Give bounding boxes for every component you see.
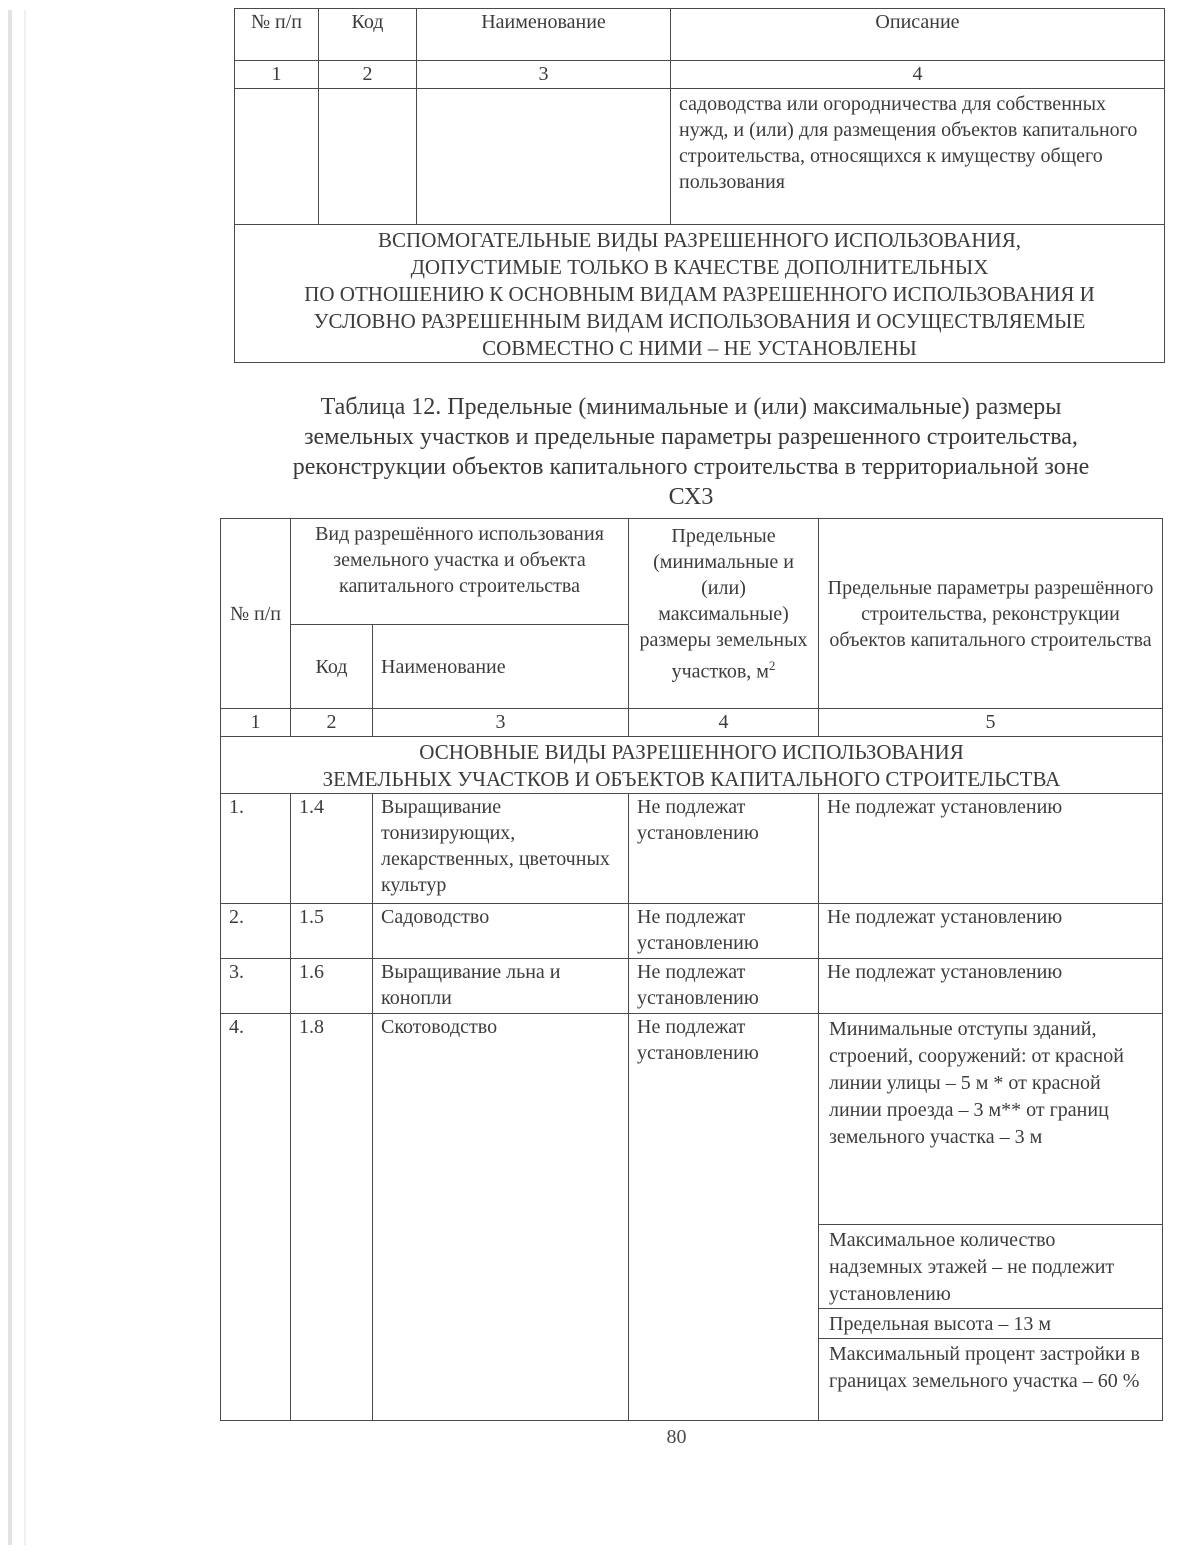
column-number: 5: [819, 709, 1163, 737]
header-cell-name: Наименование: [417, 9, 671, 61]
cell-size: Не подлежат установлению: [629, 1014, 819, 1421]
cell-code: 1.8: [291, 1014, 373, 1421]
caption-line: СХ3: [668, 484, 714, 510]
scan-edge: [8, 10, 12, 1545]
continuation-table: [234, 8, 1165, 363]
cell-no: 2.: [221, 904, 291, 959]
cell-name: Садоводство: [373, 904, 629, 959]
section-line: СОВМЕСТНО С НИМИ – НЕ УСТАНОВЛЕНЫ: [482, 336, 917, 360]
param-row: [819, 1338, 1162, 1420]
header-sizes-text: Предельные (минимальные и (или) максимальные) размеры земельных участков, м: [639, 525, 808, 683]
header-sizes-superscript: 2: [768, 658, 776, 673]
section-line: ОСНОВНЫЕ ВИДЫ РАЗРЕШЕННОГО ИСПОЛЬЗОВАНИЯ: [419, 740, 964, 764]
param-height: Предельная высота – 13 м: [819, 1308, 1162, 1338]
caption-line: Таблица 12. Предельные (минимальные и (или) максимальные) размеры: [320, 394, 1062, 420]
column-number: 3: [373, 709, 629, 737]
section-line: УСЛОВНО РАЗРЕШЕННЫМ ВИДАМ ИСПОЛЬЗОВАНИЯ И ОСУЩЕСТВЛЯЕМЫЕ: [313, 309, 1086, 333]
column-number: 1: [221, 709, 291, 737]
table-row: [221, 1014, 1163, 1421]
params-subtable: [819, 1014, 1162, 1420]
table-header-row: [235, 9, 1165, 61]
table-row: [221, 959, 1163, 1014]
table-row: [235, 89, 1165, 225]
parameters-table: [220, 518, 1163, 1421]
header-cell-params: Предельные параметры разрешённого строительства, реконструкции объектов капитального строительства: [819, 519, 1163, 709]
header-cell-code: Код: [291, 625, 373, 709]
column-number: 2: [319, 61, 417, 89]
header-cell-no: № п/п: [235, 9, 319, 61]
cell-params: Не подлежат установлению: [819, 904, 1163, 959]
section-heading: [221, 737, 1163, 794]
header-cell-name: Наименование: [373, 625, 629, 709]
section-line: ЗЕМЕЛЬНЫХ УЧАСТКОВ И ОБЪЕКТОВ КАПИТАЛЬНОГО СТРОИТЕЛЬСТВА: [322, 767, 1061, 791]
cell-name: Выращивание льна и конопли: [373, 959, 629, 1014]
param-floors: Максимальное количество надземных этажей – не подлежит установлению: [819, 1224, 1162, 1308]
table-header-row: [221, 519, 1163, 625]
column-number: 3: [417, 61, 671, 89]
column-number: 1: [235, 61, 319, 89]
page-number: 80: [666, 1426, 687, 1448]
header-cell-kind: Вид разрешённого использования земельного участка и объекта капитального строительства: [291, 519, 629, 625]
column-number: 4: [671, 61, 1165, 89]
param-row: [819, 1014, 1162, 1224]
cell-code: 1.4: [291, 794, 373, 904]
cell-size: Не подлежат установлению: [629, 904, 819, 959]
cell-name: [417, 89, 671, 225]
cell-name: Выращивание тонизирующих, лекарственных, цветочных культур: [373, 794, 629, 904]
header-cell-description: Описание: [671, 9, 1165, 61]
cell-no: 1.: [221, 794, 291, 904]
cell-no: 3.: [221, 959, 291, 1014]
section-row: [221, 737, 1163, 794]
cell-size: Не подлежат установлению: [629, 959, 819, 1014]
caption-line: земельных участков и предельные параметры разрешенного строительства,: [304, 424, 1078, 450]
column-number-row: [235, 61, 1165, 89]
param-coverage: Максимальный процент застройки в границах земельного участка – 60 %: [829, 1342, 1140, 1392]
cell-code: [319, 89, 417, 225]
cell-params: Не подлежат установлению: [819, 794, 1163, 904]
param-setbacks: Минимальные отступы зданий, строений, сооружений: от красной линии улицы – 5 м * от красной линии проезда – 3 м** от границ земельного участка – 3 м: [819, 1014, 1162, 1224]
cell-name: Скотоводство: [373, 1014, 629, 1421]
scan-edge-shadow: [24, 10, 26, 1545]
cell-no: [235, 89, 319, 225]
header-cell-sizes: [629, 519, 819, 709]
table-row: [221, 794, 1163, 904]
table-row: [221, 904, 1163, 959]
cell-size: Не подлежат установлению: [629, 794, 819, 904]
caption-line: реконструкции объектов капитального строительства в территориальной зоне: [292, 454, 1090, 480]
param-row: [819, 1308, 1162, 1338]
cell-description: садоводства или огородничества для собственных нужд, и (или) для размещения объектов капитального строительства, относящихся к имуществу общего пользования: [671, 89, 1165, 225]
cell-params-group: [819, 1014, 1163, 1421]
column-number: 4: [629, 709, 819, 737]
section-line: ВСПОМОГАТЕЛЬНЫЕ ВИДЫ РАЗРЕШЕННОГО ИСПОЛЬЗОВАНИЯ,: [378, 228, 1021, 252]
section-line: ПО ОТНОШЕНИЮ К ОСНОВНЫМ ВИДАМ РАЗРЕШЕННОГО ИСПОЛЬЗОВАНИЯ И: [304, 282, 1095, 306]
column-number: 2: [291, 709, 373, 737]
cell-code: 1.6: [291, 959, 373, 1014]
table-caption: [220, 392, 1162, 512]
section-heading: [235, 225, 1165, 363]
header-cell-code: Код: [319, 9, 417, 61]
section-row: [235, 225, 1165, 363]
cell-no: 4.: [221, 1014, 291, 1421]
column-number-row: [221, 709, 1163, 737]
section-line: ДОПУСТИМЫЕ ТОЛЬКО В КАЧЕСТВЕ ДОПОЛНИТЕЛЬНЫХ: [410, 255, 989, 279]
cell-params: Не подлежат установлению: [819, 959, 1163, 1014]
param-row: [819, 1224, 1162, 1308]
header-cell-no: № п/п: [221, 519, 291, 709]
cell-code: 1.5: [291, 904, 373, 959]
